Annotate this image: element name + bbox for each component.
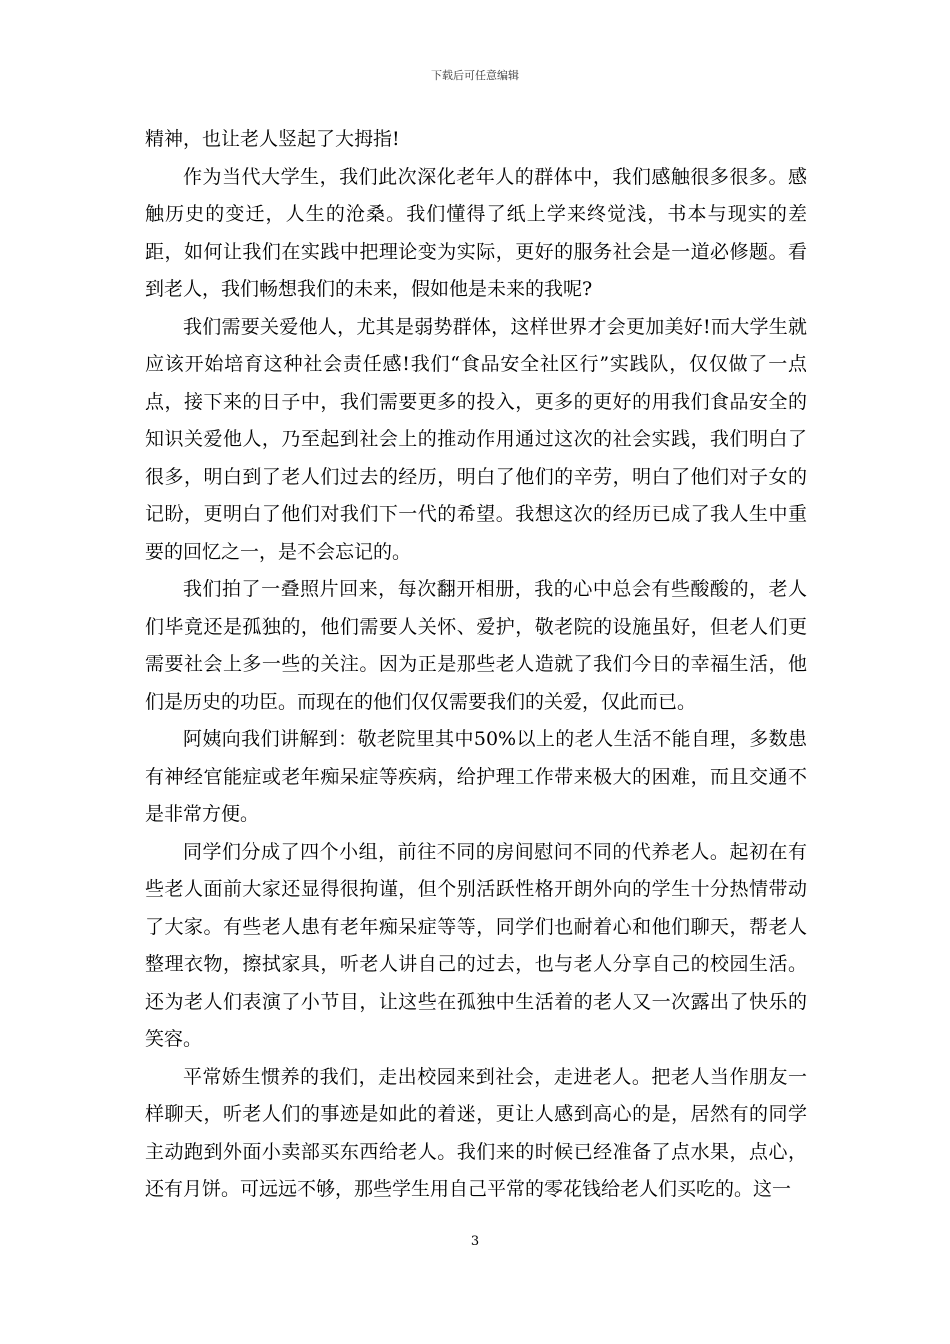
page-number: 3 xyxy=(470,1234,480,1249)
paragraph-continuation: 精神，也让老人竖起了大拇指! xyxy=(145,128,400,150)
paragraph: 同学们分成了四个小组，前往不同的房间慰问不同的代养老人。起初在有些老人面前大家还显得很拘谨，但个别活跃性格开朗外向的学生十分热情带动了大家。有些老人患有老年痴呆症等等，同学们也耐着心和他们聊天，帮老人整理衣物，擦拭家具，听老人讲自己的过去，也与老人分享自己的校园生活。还为老人们表演了小节目，让这些在孤独中生活着的老人又一次露出了快乐的笑容。 xyxy=(145,840,807,1050)
paragraph: 作为当代大学生，我们此次深化老年人的群体中，我们感触很多很多。感触历史的变迁，人生的沧桑。我们懂得了纸上学来终觉浅，书本与现实的差距，如何让我们在实践中把理论变为实际，更好的服务社会是一道必修题。看到老人，我们畅想我们的未来，假如他是未来的我呢? xyxy=(145,165,807,300)
paragraph: 平常娇生惯养的我们，走出校园来到社会，走进老人。把老人当作朋友一样聊天，听老人们的事迹是如此的着迷，更让人感到高心的是，居然有的同学主动跑到外面小卖部买东西给老人。我们来的时候已经准备了点水果，点心，还有月饼。可远远不够，那些学生用自己平常的零花钱给老人们买吃的。这一 xyxy=(145,1065,807,1200)
paragraph: 阿姨向我们讲解到：敬老院里其中50%以上的老人生活不能自理，多数患有神经官能症或老年痴呆症等疾病，给护理工作带来极大的困难，而且交通不是非常方便。 xyxy=(145,728,807,825)
document-body xyxy=(145,121,807,1209)
page-header: 下载后可任意编辑 xyxy=(431,69,519,82)
paragraph: 我们拍了一叠照片回来，每次翻开相册，我的心中总会有些酸酸的，老人们毕竟还是孤独的，他们需要人关怀、爱护，敬老院的设施虽好，但老人们更需要社会上多一些的关注。因为正是那些老人造就了我们今日的幸福生活，他们是历史的功臣。而现在的他们仅仅需要我们的关爱，仅此而已。 xyxy=(145,578,807,713)
paragraph: 我们需要关爱他人，尤其是弱势群体，这样世界才会更加美好!而大学生就应该开始培育这种社会责任感!我们“食品安全社区行”实践队，仅仅做了一点点，接下来的日子中，我们需要更多的投入，更多的更好的用我们食品安全的知识关爱他人，乃至起到社会上的推动作用通过这次的社会实践，我们明白了很多，明白到了老人们过去的经历，明白了他们的辛劳，明白了他们对子女的记盼，更明白了他们对我们下一代的希望。我想这次的经历已成了我人生中重要的回忆之一，是不会忘记的。 xyxy=(145,315,807,563)
